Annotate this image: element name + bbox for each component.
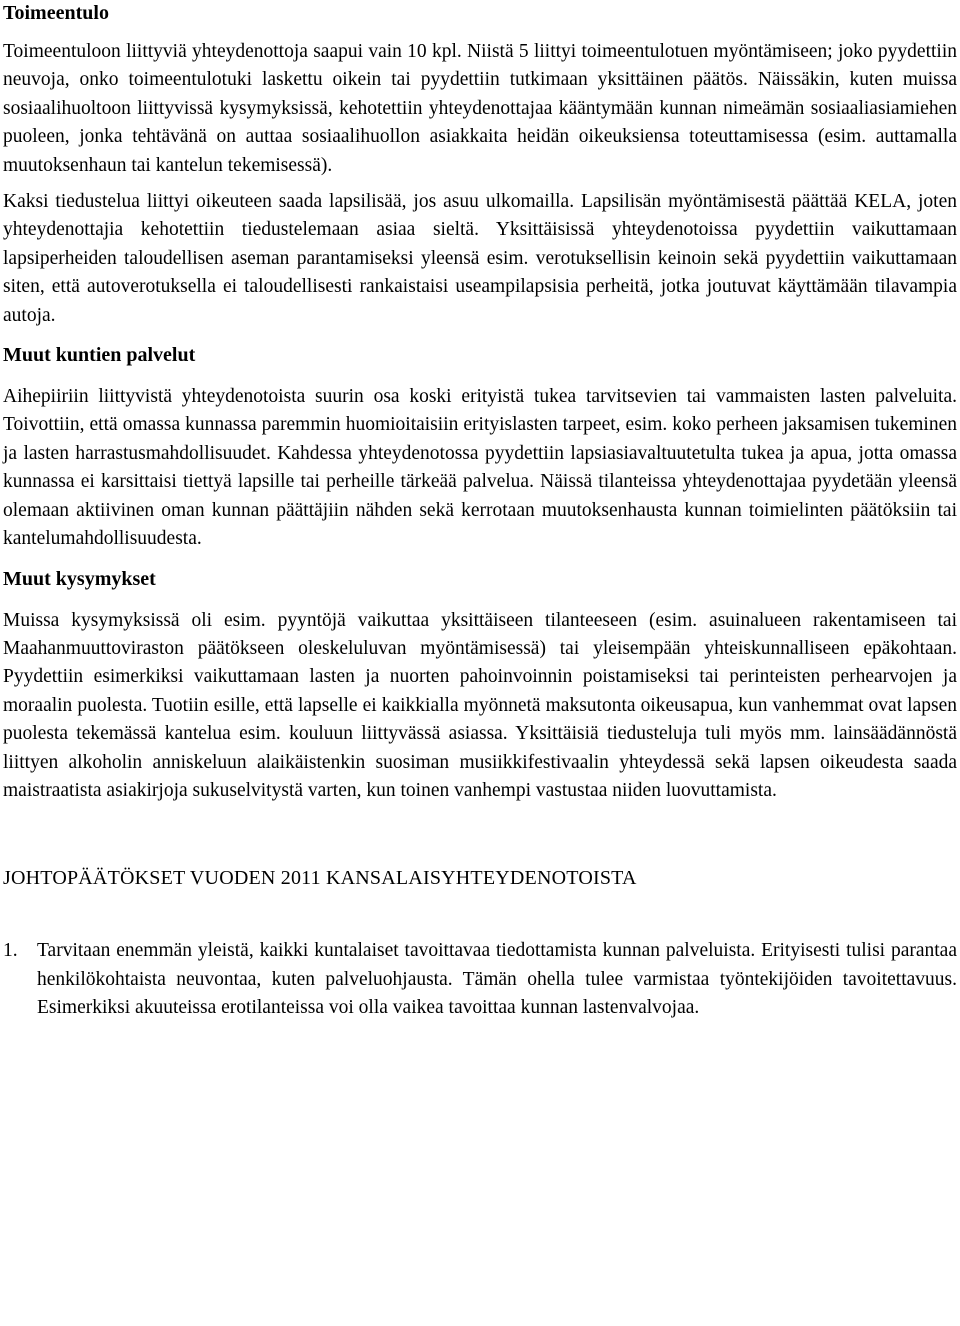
paragraph-toimeentulo-2: Kaksi tiedustelua liittyi oikeuteen saada lapsilisää, jos asuu ulkomailla. Lapsilisän myöntämisestä päättää KELA, joten yhteydenottajia kehotettiin tiedustelemaan asiaa sieltä. Yksittäisissä yhteydenotoissa pyydettiin vaikuttamaan lapsiperheiden taloudellisen aseman parantamiseksi yleensä esim. verotuksellisin keinoin sekä pyydettiin vaikuttamaan siten, että autoverotuksella ei taloudellisesti rankaistaisi useampilapsisia perheitä, jotka joutuvat käyttämään tilavampia autoja. (3, 191, 957, 326)
list-item-text: Tarvitaan enemmän yleistä, kaikki kuntalaiset tavoittavaa tiedottamista kunnan palveluista. Erityisesti tulisi parantaa henkilökohtaista neuvontaa, kuten palveluohjausta. Tämän ohella tulee varmistaa työntekijöiden tavoitettavuus. Esimerkiksi akuuteissa erotilanteissa voi olla vaikea tavoittaa kunnan lastenvalvojaa. (37, 940, 957, 1019)
document-page (3, 0, 957, 1023)
section-heading-muut-kuntien-palvelut: Muut kuntien palvelut (3, 344, 196, 367)
section-heading-johtopaatokset: JOHTOPÄÄTÖKSET VUODEN 2011 KANSALAISYHTEYDENOTOISTA (3, 867, 637, 890)
paragraph-toimeentulo-1: Toimeentuloon liittyviä yhteydenottoja saapui vain 10 kpl. Niistä 5 liittyi toimeentulotuen myöntämiseen; joko pyydettiin neuvoja, onko toimeentulotuki laskettu oikein tai pyydettiin tutkimaan yksittäinen päätös. Näissäkin, kuten muissa sosiaalihuoltoon liittyvissä kysymyksissä, kehotettiin yhteydenottajaa kääntymään kunnan nimeämän sosiaaliasiamiehen puoleen, jonka tehtävänä on auttaa sosiaalihuollon asiakkaita heidän oikeuksiensa toteuttamisessa (esim. auttamalla muutoksenhaun tai kantelun tekemisessä). (3, 41, 957, 176)
list-item (3, 937, 957, 1022)
section-heading-toimeentulo: Toimeentulo (3, 2, 109, 24)
section-heading-muut-kysymykset: Muut kysymykset (3, 567, 156, 590)
paragraph-muut-kuntien-palvelut: Aihepiiriin liittyvistä yhteydenotoista suurin osa koski erityistä tukea tarvitsevien tai vammaisten lasten palveluita. Toivottiin, että omassa kunnassa paremmin huomioitaisiin erityislasten tarpeet, esim. koko perheen jaksamisen tukeminen ja lasten harrastusmahdollisuudet. Kahdessa yhteydenotossa pyydettiin lapsiasiavaltuutetulta tukea ja apua, jotta omassa kunnassa ei karsittaisi tiettyä lapsille tai perheille tärkeää palvelua. Näissä tilanteissa yhteydenottajaa pyydetään yleensä olemaan aktiivinen oman kunnan päättäjiin nähden sekä kerrotaan muutoksenhausta kunnan toimielinten päätöksiin tai kantelumahdollisuudesta. (3, 386, 957, 550)
list-item-number: 1. (3, 940, 18, 962)
conclusions-list (3, 937, 957, 1022)
paragraph-muut-kysymykset: Muissa kysymyksissä oli esim. pyyntöjä vaikuttaa yksittäiseen tilanteeseen (esim. asuinalueen rakentamiseen tai Maahanmuuttoviraston päätökseen oleskeluluvan myöntämisessä) tai yleisempään yhteiskunnalliseen epäkohtaan. Pyydettiin esimerkiksi vaikuttamaan lasten ja nuorten pahoinvoinnin poistamiseksi tai perinteisten perhearvojen ja moraalin puolesta. Tuotiin esille, että lapselle ei kaikkialla myönnetä maksutonta oikeusapua, kun vanhemmat ovat lapsen puolesta tekemässä kantelua esim. kouluun liittyvässä asiassa. Yksittäisiä tiedusteluja tuli myös mm. lainsäädännöstä liittyen alkoholin anniskeluun alaikäistenkin suosiman musiikkifestivaalin yhteydessä sekä lapsen oikeudesta saada maistraatista asiakirjoja sukuselvitystä varten, kun toinen vanhempi vastustaa niiden luovuttamista. (3, 609, 957, 801)
